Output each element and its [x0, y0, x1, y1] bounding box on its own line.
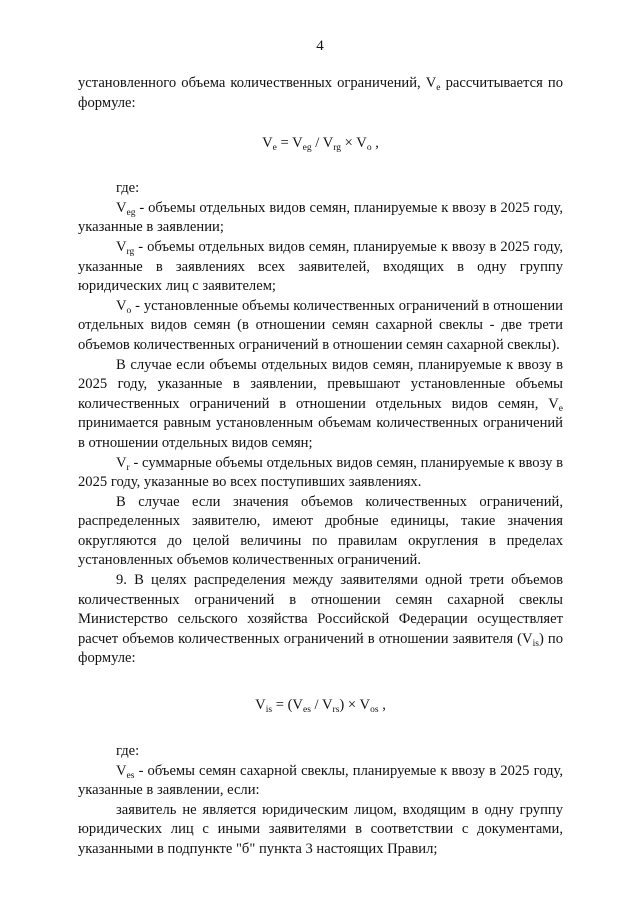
- formula-ve: $V_e = V_{eg} / V_{rg} \times V_o$ ,: [262, 135, 379, 154]
- definition-vo: $V_o$ - установленные объемы количественных ограничений в отношении отдельных видов семян (в отношении семян сахарной свеклы - две трети объемов количественных ограничений в отношении семян сахарной свеклы).: [78, 297, 563, 353]
- formula-vis: $V_{is} = (V_{es} / V_{rs}) \times V_{os}$ ,: [255, 697, 386, 716]
- definition-veg: $V_{eg}$ - объемы отдельных видов семян, планируемые к ввозу в 2025 году, указанные в заявлении;: [78, 199, 563, 236]
- case-exceed-paragraph: В случае если объемы отдельных видов семян, планируемые к ввозу в 2025 году, указанные в заявлении, превышают установленные объемы количественных ограничений в отношении отдельных видов семян, $V_e$ принимается равным установленным объемам количественных ограничений в отношении отдельных видов семян;: [78, 356, 563, 451]
- page-number: 4: [316, 38, 324, 54]
- where-label: где:: [116, 180, 140, 197]
- intro-paragraph: установленного объема количественных ограничений, $V_e$ рассчитывается по формуле:: [78, 75, 563, 111]
- definition-vr: $V_r$ - суммарные объемы отдельных видов семян, планируемые к ввозу в 2025 году, указанные во всех поступивших заявлениях.: [78, 454, 563, 491]
- item-9-paragraph: 9. В целях распределения между заявителями одной трети объемов количественных ограничений в отношении семян сахарной свеклы Министерство сельского хозяйства Российской Федерации осуществляет расчет объемов количественных ограничений в отношении заявителя $(V_{is})$ по формуле:: [78, 572, 563, 667]
- definition-vrg: $V_{rg}$ - объемы отдельных видов семян, планируемые к ввозу в 2025 году, указанные в заявлениях всех заявителей, входящих в одну группу юридических лиц с заявителем;: [78, 238, 563, 295]
- rounding-paragraph: В случае если значения объемов количественных ограничений, распределенных заявителю, имеют дробные единицы, такие значения округляются до целой величины по правилам округления в пределах установленных объемов количественных ограничений.: [78, 493, 563, 569]
- definition-ves: $V_{es}$ - объемы семян сахарной свеклы, планируемые к ввозу в 2025 году, указанные в заявлении, если:: [78, 762, 563, 799]
- where-label-2: где:: [116, 743, 140, 760]
- document-body: [78, 74, 563, 860]
- condition-paragraph: заявитель не является юридическим лицом, входящим в одну группу юридических лиц с иными заявителями в соответствии с документами, указанными в подпункте "б" пункта 3 настоящих Правил;: [78, 801, 563, 857]
